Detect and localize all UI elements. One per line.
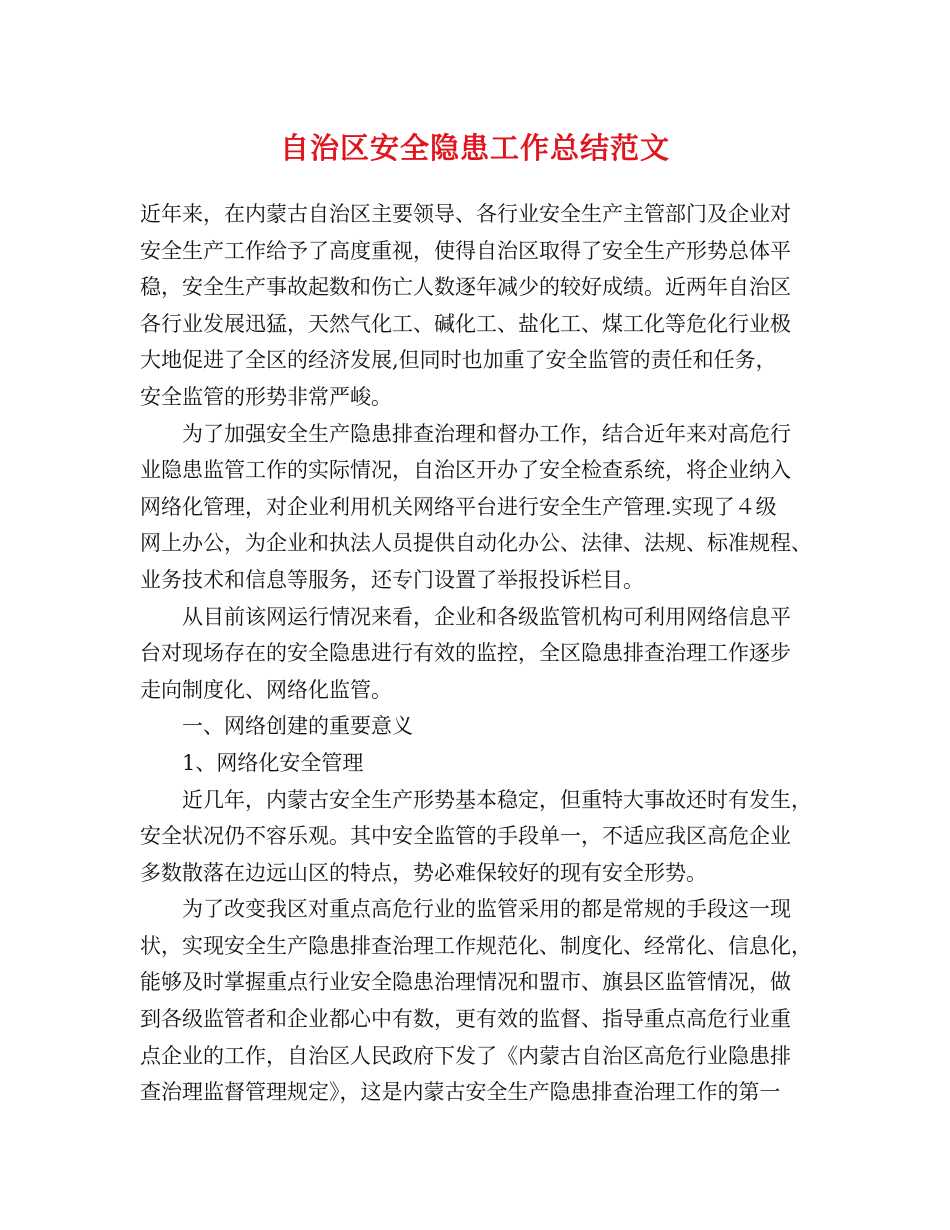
text-line: 为了加强安全生产隐患排查治理和督办工作，结合近年来对高危行: [182, 421, 791, 446]
text-line: 台对现场存在的安全隐患进行有效的监控，全区隐患排查治理工作逐步: [140, 641, 791, 666]
text-line: 安全状况仍不容乐观。其中安全监管的手段单一，不适应我区高危企业: [140, 824, 791, 849]
text-line: 近年来，在内蒙古自治区主要领导、各行业安全生产主管部门及企业对: [140, 202, 791, 226]
document-body: [140, 196, 830, 1111]
text-line: 走向制度化、网络化监管。: [140, 677, 392, 702]
text-line: 网络化管理，对企业利用机关网络平台进行安全生产管理.实现了４级: [140, 494, 777, 519]
text-line: 到各级监管者和企业都心中有数，更有效的监督、指导重点高危行业重: [140, 1007, 791, 1032]
text-line: 多数散落在边远山区的特点，势必难保较好的现有安全形势。: [140, 860, 707, 885]
document-title: 自治区安全隐患工作总结范文: [279, 131, 670, 165]
text-line: 一、网络创建的重要意义: [182, 714, 413, 739]
text-line: 业隐患监管工作的实际情况，自治区开办了安全检查系统，将企业纳入: [140, 458, 791, 483]
text-line: 1、网络化安全管理: [182, 750, 364, 775]
text-line: 各行业发展迅猛，天然气化工、碱化工、盐化工、煤工化等危化行业极: [140, 311, 791, 336]
text-line: 稳，安全生产事故起数和伤亡人数逐年减少的较好成绩。近两年自治区: [140, 275, 791, 300]
text-line: 网上办公，为企业和执法人员提供自动化办公、法律、法规、标准规程、: [140, 531, 812, 556]
text-line: 查治理监督管理规定》，这是内蒙古安全生产隐患排查治理工作的第一: [140, 1080, 781, 1105]
text-line: 能够及时掌握重点行业安全隐患治理情况和盟市、旗县区监管情况，做: [140, 970, 791, 995]
text-line: 安全监管的形势非常严峻。: [140, 384, 392, 409]
text-line: 状，实现安全生产隐患排查治理工作规范化、制度化、经常化、信息化，: [140, 933, 812, 958]
text-line: 安全生产工作给予了高度重视，使得自治区取得了安全生产形势总体平: [140, 238, 791, 263]
text-line: 大地促进了全区的经济发展,但同时也加重了安全监管的责任和任务，: [140, 348, 777, 373]
text-line: 业务技术和信息等服务，还专门设置了举报投诉栏目。: [140, 567, 644, 592]
text-line: 近几年，内蒙古安全生产形势基本稳定，但重特大事故还时有发生，: [182, 787, 812, 812]
text-line: 从目前该网运行情况来看，企业和各级监管机构可利用网络信息平: [182, 604, 791, 629]
text-line: 点企业的工作，自治区人民政府下发了《内蒙古自治区高危行业隐患排: [140, 1043, 791, 1068]
text-line: 为了改变我区对重点高危行业的监管采用的都是常规的手段这一现: [182, 897, 791, 922]
